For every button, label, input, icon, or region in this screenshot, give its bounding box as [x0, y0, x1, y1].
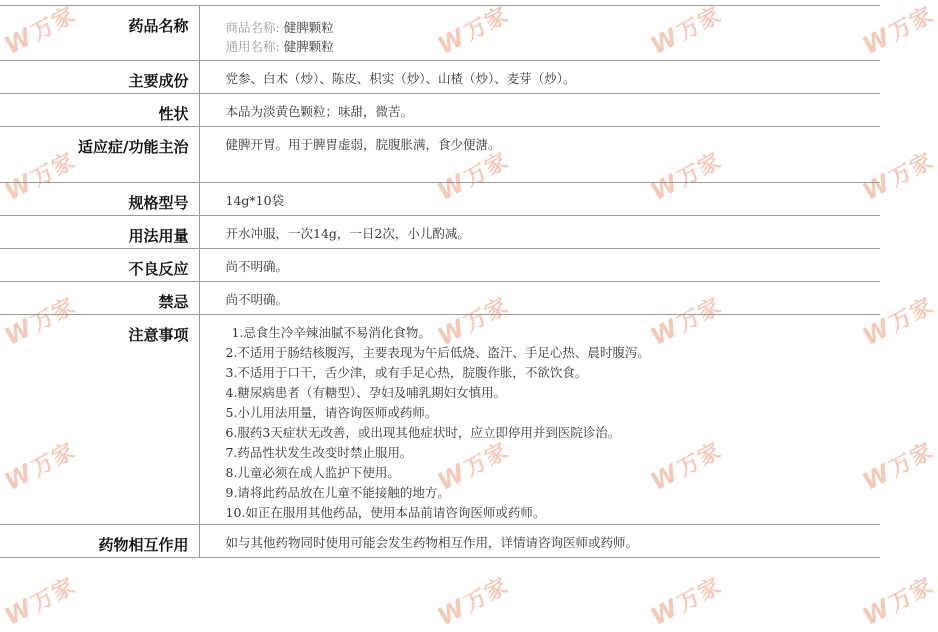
watermark: W万家: [433, 438, 513, 497]
generic-name-value: 健脾颗粒: [283, 39, 334, 54]
label-adverse: 不良反应: [0, 249, 199, 282]
row-spec: [0, 183, 880, 216]
watermark: W万家: [433, 148, 513, 207]
list-item: 9.请将此药品放在儿童不能接触的地方。: [225, 485, 450, 500]
drug-name-box: [226, 14, 881, 56]
label-properties: 性状: [0, 94, 199, 127]
value-precautions: [199, 315, 880, 525]
row-contraindications: [0, 282, 880, 315]
list-item: 5.小儿用法用量，请咨询医师或药师。: [225, 405, 438, 420]
watermark: W万家: [0, 438, 80, 497]
label-spec: 规格型号: [0, 183, 199, 216]
value-indications: 健脾开胃。用于脾胃虚弱，脘腹胀满，食少便溏。: [225, 137, 501, 152]
row-precautions: [0, 315, 880, 525]
row-drug-name: [0, 6, 880, 61]
label-indications: 适应症/功能主治: [0, 127, 199, 183]
list-item: 4.糖尿病患者（有糖型）、孕妇及哺乳期妇女慎用。: [225, 385, 507, 400]
watermark: W万家: [646, 2, 726, 61]
list-item: 1.忌食生冷辛辣油腻不易消化食物。: [231, 325, 431, 340]
row-ingredients: [0, 61, 880, 94]
value-ingredients: 党参、白术（炒）、陈皮、枳实（炒）、山楂（炒）、麦芽（炒）。: [225, 71, 576, 86]
trade-name-prefix: 商品名称:: [225, 20, 280, 35]
row-properties: [0, 94, 880, 127]
label-contraindications: 禁忌: [0, 282, 199, 315]
watermark: W万家: [646, 573, 726, 632]
value-drug-name: [199, 6, 880, 61]
list-item: 2.不适用于肠结核腹泻，主要表现为午后低烧、盗汗、手足心热、晨时腹泻。: [225, 345, 650, 360]
value-spec: 14g*10袋: [225, 193, 285, 208]
label-ingredients: 主要成份: [0, 61, 199, 94]
watermark: W万家: [858, 293, 938, 352]
label-drug-name: 药品名称: [0, 6, 199, 61]
watermark: W万家: [433, 293, 513, 352]
watermark: W万家: [0, 2, 80, 61]
value-contraindications: 尚不明确。: [225, 292, 289, 307]
label-interactions: 药物相互作用: [0, 525, 199, 558]
watermark: W万家: [433, 573, 513, 632]
row-adverse: [0, 249, 880, 282]
generic-name-line: [226, 37, 881, 56]
trade-name-value: 健脾颗粒: [283, 20, 334, 35]
list-item: 6.服药3天症状无改善，或出现其他症状时，应立即停用并到医院诊治。: [225, 425, 621, 440]
generic-name-prefix: 通用名称:: [225, 39, 280, 54]
value-dosage: 开水冲服，一次14g，一日2次，小儿酌减。: [225, 226, 470, 241]
label-dosage: 用法用量: [0, 216, 199, 249]
value-properties: 本品为淡黄色颗粒；味甜，微苦。: [225, 104, 414, 119]
watermark: W万家: [0, 293, 80, 352]
watermark: W万家: [646, 148, 726, 207]
list-item: 3.不适用于口干，舌少津，或有手足心热，脘腹作胀，不欲饮食。: [225, 365, 588, 380]
value-interactions: 如与其他药物同时使用可能会发生药物相互作用，详情请咨询医师或药师。: [225, 535, 639, 550]
watermark: W万家: [0, 573, 80, 632]
watermark: W万家: [646, 293, 726, 352]
list-item: 10.如正在服用其他药品，使用本品前请咨询医师或药师。: [225, 505, 546, 520]
drug-info-table: [0, 5, 880, 558]
label-precautions: 注意事项: [0, 315, 199, 525]
watermark: W万家: [433, 2, 513, 61]
row-interactions: [0, 525, 880, 558]
watermark: W万家: [0, 148, 80, 207]
precautions-list: [226, 323, 881, 523]
trade-name-line: [226, 18, 881, 37]
watermark: W万家: [858, 573, 938, 632]
watermark: W万家: [646, 438, 726, 497]
row-dosage: [0, 216, 880, 249]
watermark: W万家: [858, 2, 938, 61]
watermark: W万家: [858, 148, 938, 207]
row-indications: [0, 127, 880, 183]
list-item: 8.儿童必须在成人监护下使用。: [225, 465, 400, 480]
value-adverse: 尚不明确。: [225, 259, 289, 274]
list-item: 7.药品性状发生改变时禁止服用。: [225, 445, 413, 460]
watermark: W万家: [858, 438, 938, 497]
